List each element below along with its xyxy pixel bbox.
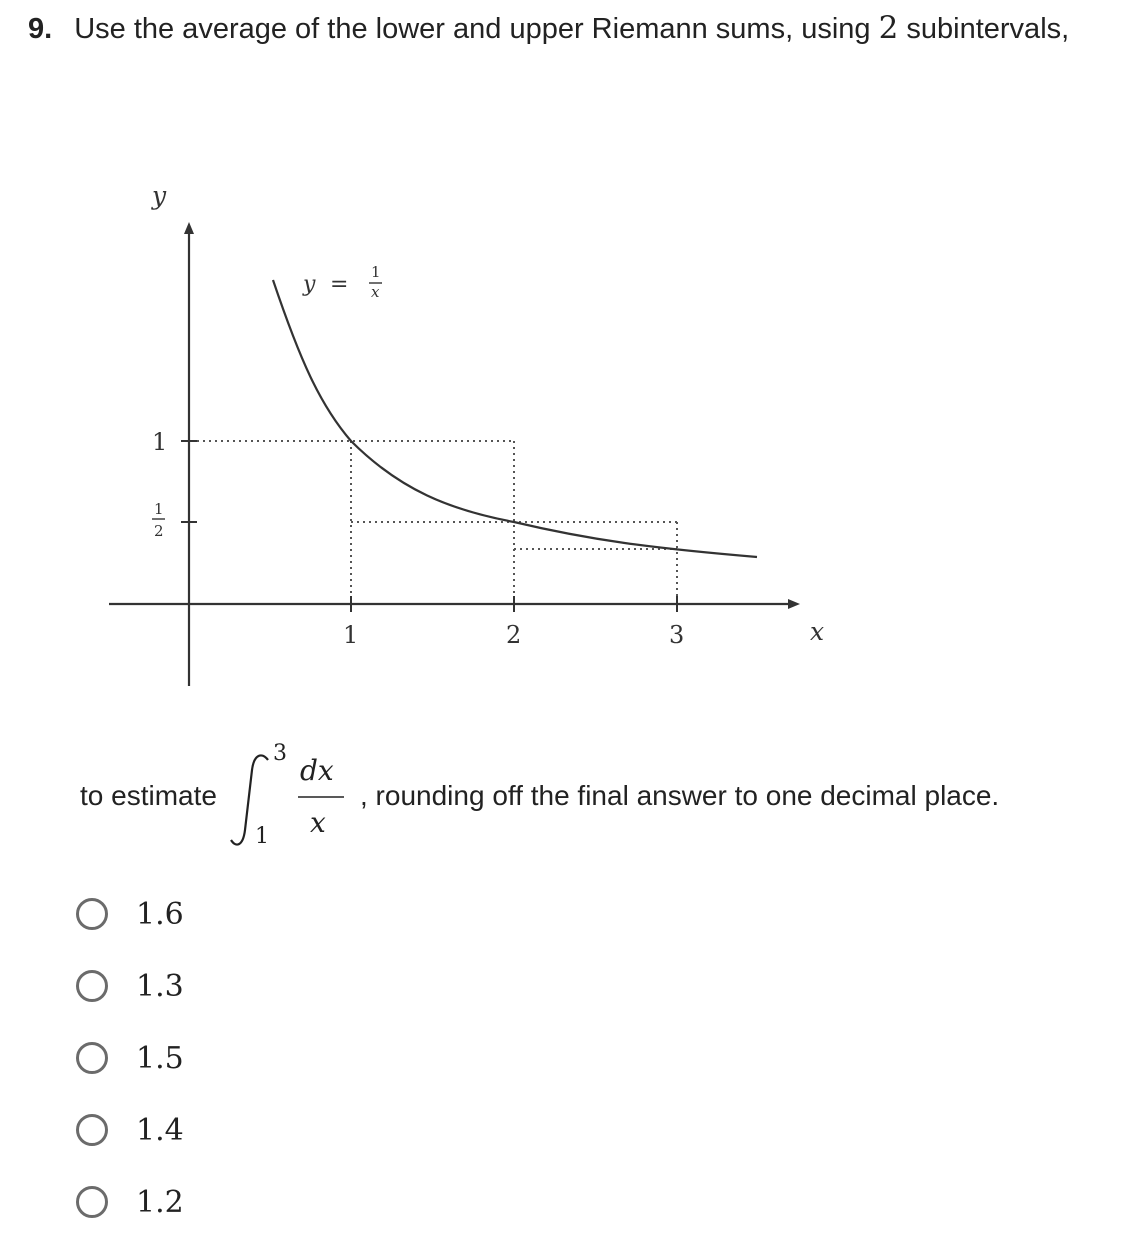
prompt-after: , rounding off the final answer to one decimal place.: [360, 780, 1000, 811]
question-text-after: subintervals,: [906, 13, 1070, 45]
option-3[interactable]: [76, 1022, 184, 1094]
prompt-before: to estimate: [80, 780, 217, 811]
y-tick-label-half-den: 2: [154, 522, 164, 540]
y-axis-arrow: [184, 222, 194, 234]
answer-options: [76, 878, 184, 1238]
radio-button[interactable]: [76, 970, 108, 1002]
curve-label-num: 1: [371, 263, 381, 281]
radio-button[interactable]: [76, 898, 108, 930]
integral-upper-limit: 3: [273, 741, 287, 766]
option-label: 1.4: [136, 1112, 184, 1148]
x-tick-label-3: 3: [669, 621, 685, 649]
x-tick-label-1: 1: [343, 621, 359, 649]
radio-button[interactable]: [76, 1186, 108, 1218]
x-axis-label: x: [810, 617, 825, 646]
y-tick-label-one: 1: [152, 428, 168, 456]
curve-label-den: x: [371, 283, 380, 301]
y-tick-label-half-num: 1: [154, 500, 164, 518]
option-1[interactable]: [76, 878, 184, 950]
curve-label-eq: =: [330, 272, 349, 297]
option-label: 1.6: [136, 896, 184, 932]
question-number: 9.: [28, 13, 53, 45]
option-label: 1.3: [136, 968, 184, 1004]
x-tick-label-2: 2: [506, 621, 522, 649]
integral-sign: [231, 755, 268, 844]
option-4[interactable]: [76, 1094, 184, 1166]
option-label: 1.2: [136, 1184, 184, 1220]
radio-button[interactable]: [76, 1042, 108, 1074]
curve-one-over-x: [273, 280, 757, 557]
upper-sum-rectangles: [197, 441, 677, 596]
option-2[interactable]: [76, 950, 184, 1022]
subinterval-count: 2: [878, 10, 899, 46]
x-axis-arrow: [788, 599, 800, 609]
radio-button[interactable]: [76, 1114, 108, 1146]
option-5[interactable]: [76, 1166, 184, 1238]
integral-numerator: dx: [300, 754, 334, 787]
integral-lower-limit: 1: [255, 824, 269, 849]
question-text-before: Use the average of the lower and upper Riemann sums, using: [74, 13, 871, 45]
y-axis-label: y: [152, 181, 167, 210]
curve-label-lhs: y: [303, 272, 316, 297]
option-label: 1.5: [136, 1040, 184, 1076]
integral-denominator: x: [310, 806, 326, 839]
